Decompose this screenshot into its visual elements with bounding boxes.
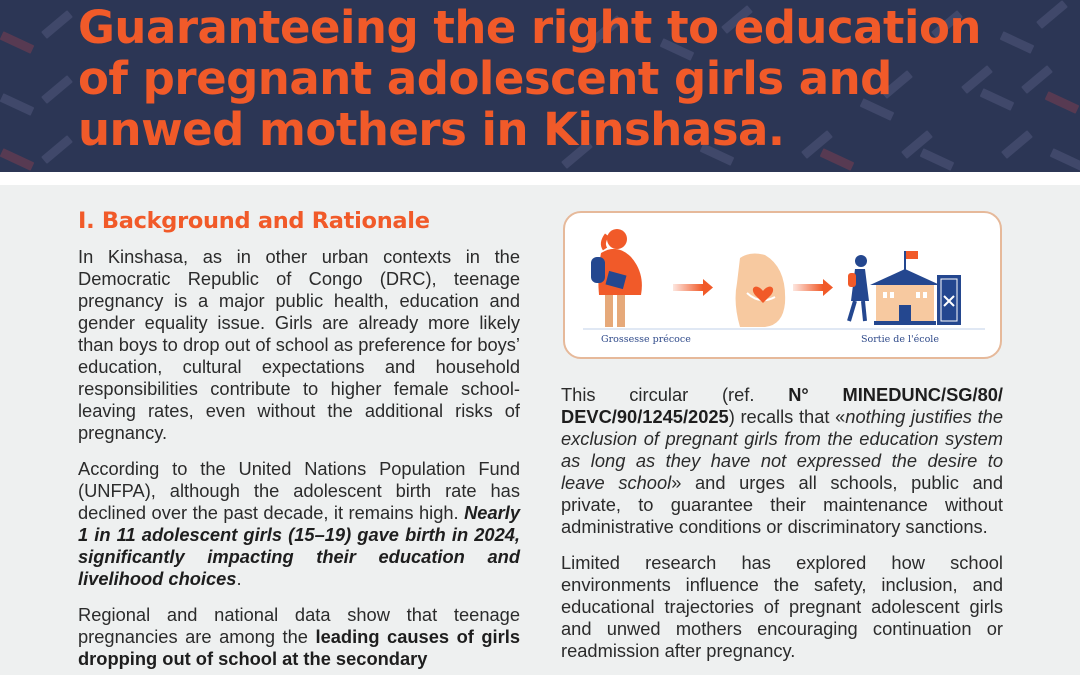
closed-door-icon — [937, 275, 961, 325]
school-building-icon — [870, 251, 940, 325]
emphasis-statistic: Nearly 1 in 11 adolescent girls (15–19) gave birth in 2024, significantly impacting their education and livelihood choices — [78, 502, 520, 589]
paragraph-circular: This circular (ref. N° MINEDUNC/SG/80/ DEVC/90/1245/2025) recalls that «nothing justifies the exclusion of pregnant girls from the education system as long as they have not expressed the desire to leave school» and urges all schools, public and private, to guarantee their maintenance without administrative conditions or discriminatory sanctions. — [561, 384, 1003, 537]
paragraph-context: In Kinshasa, as in other urban contexts in the Democratic Republic of Congo (DRC), teenage pregnancy is a major public health, education and gender equality issue. Girls are already more likely than boys to drop out of school as preference for boys’ education, cultural expectations and household responsibilities contribute to higher female school-leaving rates, even without the additional risks of pregnancy. — [78, 246, 520, 443]
illustration-card — [563, 211, 1002, 359]
pregnant-girl-icon — [591, 229, 642, 327]
paragraph-regional-data: Regional and national data show that teenage pregnancies are among the leading causes of girls dropping out of school at the secondary — [78, 604, 520, 669]
paragraph-unfpa: According to the United Nations Population Fund (UNFPA), although the adolescent birth rate has declined over the past decade, it remains high. Nearly 1 in 11 adolescent girls (15–19) gave birth in 2024, significantly impacting their education and livelihood choices. — [78, 458, 520, 589]
header-banner — [0, 0, 1080, 172]
paragraph-research: Limited research has explored how school environments influence the safety, inclusion, and educational trajectories of pregnant adolescent girls and unwed mothers encouraging continuation or readmission after pregnancy. — [561, 552, 1003, 661]
arrow-right-icon — [793, 279, 833, 296]
section-title: I. Background and Rationale — [78, 208, 430, 234]
caption-school-exit: Sortie de l'école — [861, 334, 939, 345]
emphasis-dropout: leading causes of girls dropping out of school at the secondary — [78, 626, 520, 669]
girl-leaving-school-icon — [848, 255, 869, 321]
caption-early-pregnancy: Grossesse précoce — [601, 334, 691, 345]
pregnant-belly-heart-icon — [736, 254, 786, 327]
header-divider — [0, 172, 1080, 185]
page-title: Guaranteeing the right to education of pregnant adolescent girls and unwed mothers in Kinshasa. — [78, 1, 981, 156]
arrow-right-icon — [673, 279, 713, 296]
left-column — [78, 185, 520, 670]
right-column — [561, 384, 1003, 662]
circular-quote: nothing justifies the exclusion of pregnant girls from the education system as long as they have not expressed the desire to leave school — [561, 406, 1003, 493]
circular-reference: N° MINEDUNC/SG/80/ DEVC/90/1245/2025 — [561, 384, 1003, 427]
